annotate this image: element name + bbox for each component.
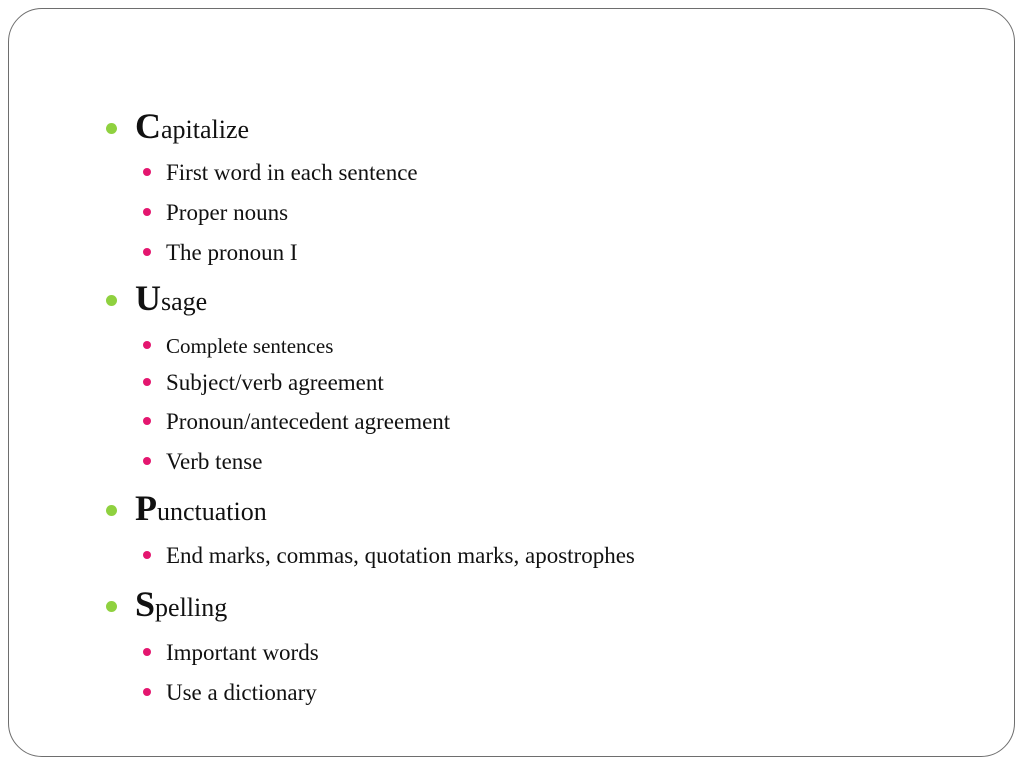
pink-bullet-icon (143, 551, 151, 559)
topic-spelling (106, 586, 227, 626)
list-item (143, 409, 450, 437)
list-item (143, 200, 288, 228)
topic-initial: S (135, 584, 156, 624)
list-item (143, 160, 418, 188)
pink-bullet-icon (143, 688, 151, 696)
topic-rest: apitalize (161, 115, 250, 144)
pink-bullet-icon (143, 417, 151, 425)
list-item-text: Proper nouns (166, 200, 289, 225)
list-item (143, 680, 317, 708)
list-item (143, 640, 319, 668)
topic-capitalize (106, 108, 249, 148)
list-item (143, 543, 635, 571)
pink-bullet-icon (143, 378, 151, 386)
topic-rest: unctuation (157, 497, 267, 526)
list-item-text: Verb tense (166, 449, 263, 474)
green-bullet-icon (106, 123, 117, 134)
list-item-text: Use a dictionary (166, 680, 317, 705)
green-bullet-icon (106, 505, 117, 516)
list-item (143, 333, 333, 361)
green-bullet-icon (106, 295, 117, 306)
pink-bullet-icon (143, 457, 151, 465)
topic-rest: pelling (155, 593, 228, 622)
list-item-text: First word in each sentence (166, 160, 418, 185)
pink-bullet-icon (143, 208, 151, 216)
topic-initial: U (135, 278, 161, 318)
green-bullet-icon (106, 601, 117, 612)
list-item (143, 240, 298, 268)
topic-initial: C (135, 106, 161, 146)
pink-bullet-icon (143, 341, 151, 349)
topic-usage (106, 280, 207, 320)
pink-bullet-icon (143, 648, 151, 656)
list-item-text: Pronoun/antecedent agreement (166, 409, 451, 434)
list-item-text: Important words (166, 640, 319, 665)
pink-bullet-icon (143, 248, 151, 256)
topic-rest: sage (161, 287, 208, 316)
pink-bullet-icon (143, 168, 151, 176)
list-item-text: Subject/verb agreement (166, 370, 384, 395)
topic-initial: P (135, 488, 157, 528)
list-item-text: Complete sentences (166, 334, 334, 358)
list-item-text: The pronoun I (166, 240, 298, 265)
topic-punctuation (106, 490, 267, 530)
list-item (143, 370, 384, 398)
list-item-text: End marks, commas, quotation marks, apostrophes (166, 543, 635, 568)
list-item (143, 449, 262, 477)
